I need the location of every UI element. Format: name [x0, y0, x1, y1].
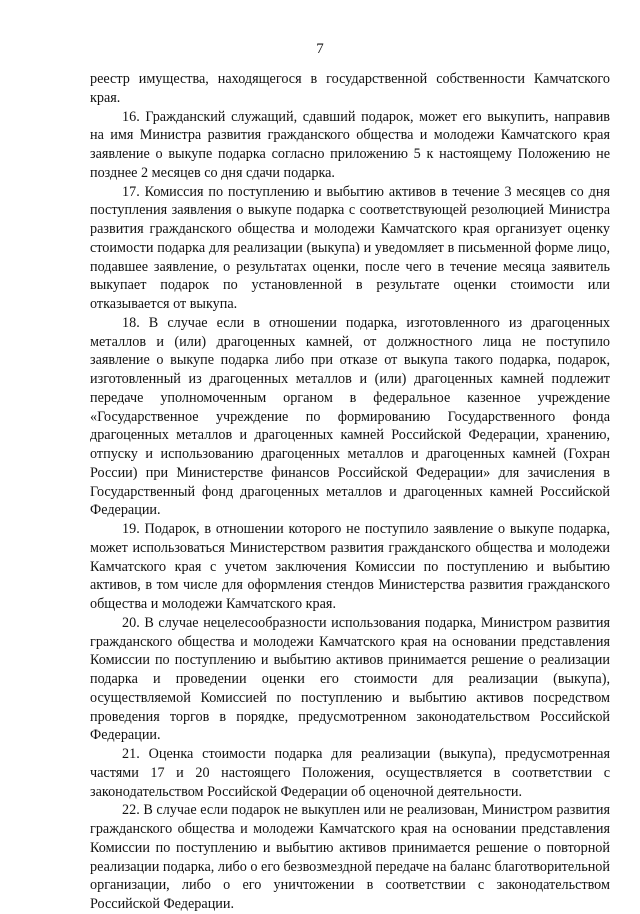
- paragraph-19: 19. Подарок, в отношении которого не поступило заявление о выкупе подарка, может использоваться Министерством развития гражданского общества и молодежи Камчатского края с учетом заключения Комиссии по поступлению и выбытию активов, в том числе для оформления стендов Министерства развития гражданского общества и молодежи Камчатского края.: [90, 521, 610, 612]
- paragraph-16: 16. Гражданский служащий, сдавший подарок, может его выкупить, направив на имя Министра развития гражданского общества и молодежи Камчатского края заявление о выкупе подарка согласно приложению 5 к настоящему Положению не позднее 2 месяцев со дня сдачи подарка.: [90, 108, 610, 181]
- paragraph-continuation: реестр имущества, находящегося в государственной собственности Камчатского края.: [90, 71, 610, 106]
- paragraph-18: 18. В случае если в отношении подарка, изготовленного из драгоценных металлов и (или) драгоценных камней, от должностного лица не поступило заявление о выкупе подарка либо при отказе от выкупа такого подарка, подарок, изготовленный из драгоценных металлов и (или) драгоценных камней подлежит передаче уполномоченным органом в федеральное казенное учреждение «Государственное учреждение по формированию Государственного фонда драгоценных металлов и драгоценных камней Российской Федерации, хранению, отпуску и использованию драгоценных металлов и драгоценных камней (Гохран России) при Министерстве финансов Российской Федерации» для зачисления в Государственный фонд драгоценных металлов и драгоценных камней Российской Федерации.: [90, 314, 610, 519]
- document-body: [90, 70, 610, 914]
- paragraph-21: 21. Оценка стоимости подарка для реализации (выкупа), предусмотренная частями 17 и 20 настоящего Положения, осуществляется в соответствии с законодательством Российской Федерации об оценочной деятельности.: [90, 746, 610, 800]
- paragraph-17: 17. Комиссия по поступлению и выбытию активов в течение 3 месяцев со дня поступления заявления о выкупе подарка с соответствующей резолюцией Министра развития гражданского общества и молодежи Камчатского края организует оценку стоимости подарка для реализации (выкупа) и уведомляет в письменной форме лицо, подавшее заявление, о результатах оценки, после чего в течение месяца заявитель выкупает подарок по установленной в результате оценки стоимости или отказывается от выкупа.: [90, 183, 610, 312]
- paragraph-22: 22. В случае если подарок не выкуплен или не реализован, Министром развития гражданского общества и молодежи Камчатского края на основании представления Комиссии по поступлению и выбытию активов принимается решение о повторной реализации подарка, либо о его безвозмездной передаче на баланс благотворительной организации, либо о его уничтожении в соответствии с законодательством Российской Федерации.: [90, 802, 610, 912]
- page-number: 7: [316, 41, 324, 57]
- paragraph-20: 20. В случае нецелесообразности использования подарка, Министром развития гражданского общества и молодежи Камчатского края на основании представления Комиссии по поступлению и выбытию активов принимается решение о реализации подарка и проведении оценки его стоимости для реализации (выкупа), осуществляемой Комиссией по поступлению и выбытию активов посредством проведения торгов в порядке, предусмотренном законодательством Российской Федерации.: [90, 614, 610, 744]
